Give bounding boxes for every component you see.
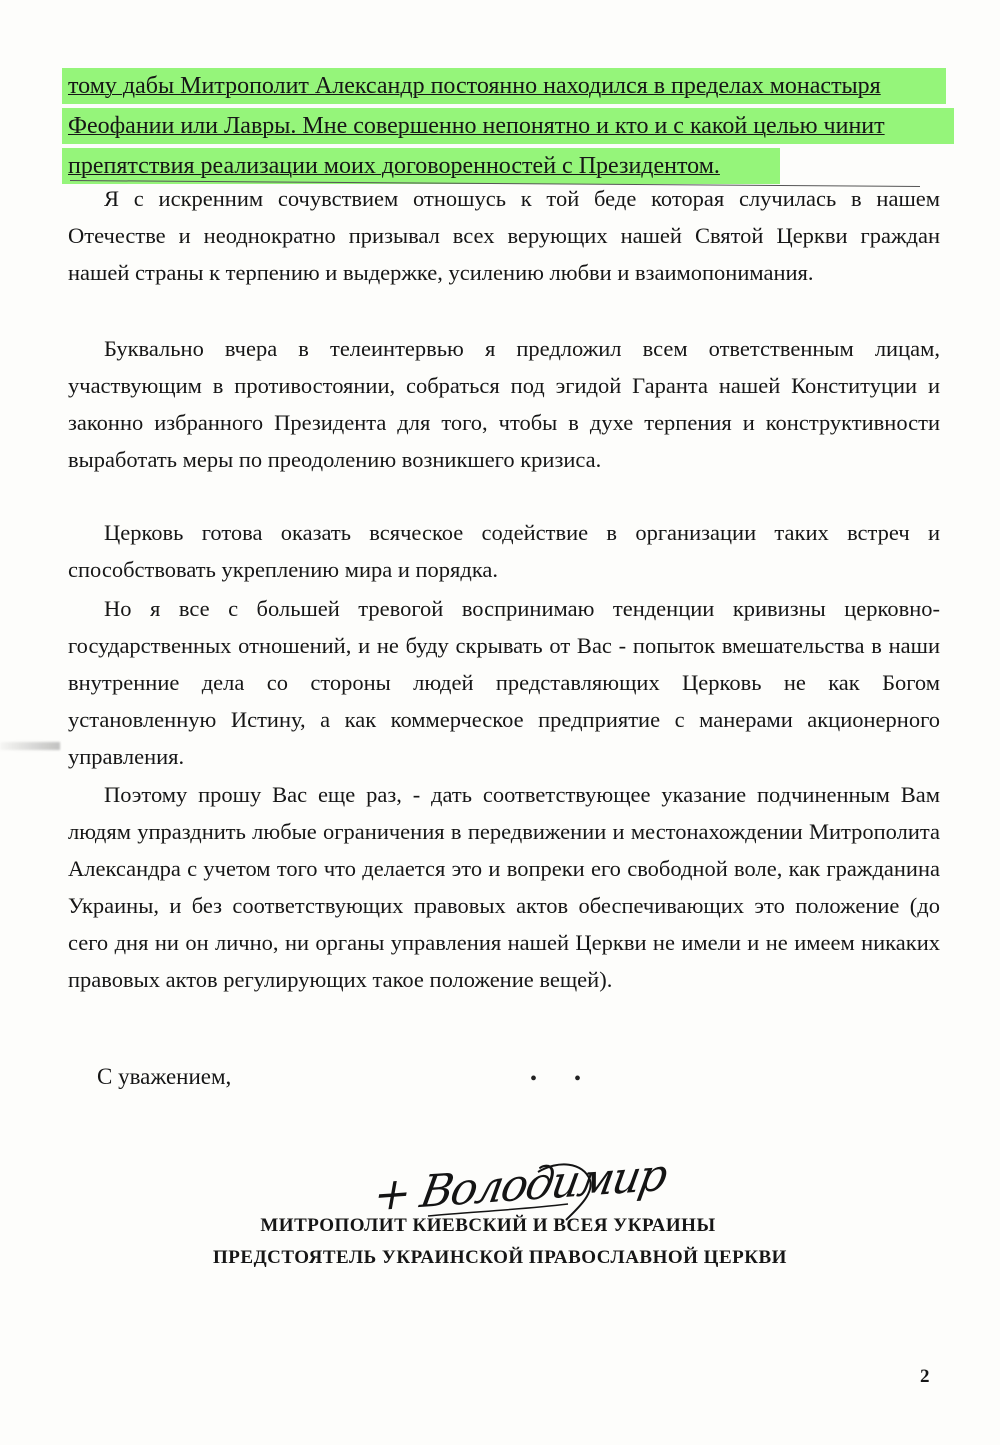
signature-text: + Володимир bbox=[369, 1149, 670, 1222]
ink-mark: • bbox=[574, 1068, 582, 1090]
scan-artifact bbox=[0, 742, 60, 750]
signatory-position: ПРЕДСТОЯТЕЛЬ УКРАИНСКОЙ ПРАВОСЛАВНОЙ ЦЕРКВИ bbox=[213, 1247, 787, 1268]
highlighted-line: Феофании или Лавры. Мне совершенно непонятно и кто и с какой целью чинит bbox=[62, 108, 954, 144]
ink-mark: • bbox=[530, 1068, 538, 1090]
paragraph-sympathy: Я с искренним сочувствием отношусь к той беде которая случилась в нашем Отечестве и неоднократно призывал всех верующих нашей Святой Церкви граждан нашей страны к терпению и выдержке, усилению любви и взаимопонимания. bbox=[68, 186, 940, 285]
closing-salutation: С уважением, bbox=[97, 1064, 232, 1089]
paragraph-interview: Буквально вчера в телеинтервью я предложил всем ответственным лицам, участвующим в противостоянии, собраться под эгидой Гаранта нашей Конституции и законно избранного Президента для того, чтобы в духе терпения и конструктивности выработать меры по преодолению возникшего кризиса. bbox=[68, 336, 940, 472]
page-number: 2 bbox=[920, 1366, 930, 1387]
paragraph-concern: Но я все с большей тревогой воспринимаю тенденции кривизны церковно-государственных отношений, и не буду скрывать от Вас - попыток вмешательства в наши внутренние дела со стороны людей представляющих Церковь не как Богом установленную Истину, а как коммерческое предприятие с манерами акционерного управления. bbox=[68, 596, 940, 769]
paragraph-church-assistance: Церковь готова оказать всяческое содействие в организации таких встреч и способствовать укреплению мира и порядка. bbox=[68, 520, 940, 582]
highlighted-line: тому дабы Митрополит Александр постоянно находился в пределах монастыря bbox=[62, 68, 946, 104]
paragraph-request: Поэтому прошу Вас еще раз, - дать соответствующее указание подчиненным Вам людям упразднить любые ограничения в передвижении и местонахождении Митрополита Александра с учетом того что делается это и вопреки его свободной воле, как гражданина Украины, и без соответствующих правовых актов обеспечивающих это положение (до сего дня ни он лично, ни органы управления нашей Церкви не имели и не имеем никаких правовых актов регулирующих такое положение вещей). bbox=[68, 782, 940, 992]
signatory-title: МИТРОПОЛИТ КИЕВСКИЙ И ВСЕЯ УКРАИНЫ bbox=[260, 1215, 716, 1236]
highlighted-line: препятствия реализации моих договоренностей с Президентом. bbox=[62, 148, 780, 184]
